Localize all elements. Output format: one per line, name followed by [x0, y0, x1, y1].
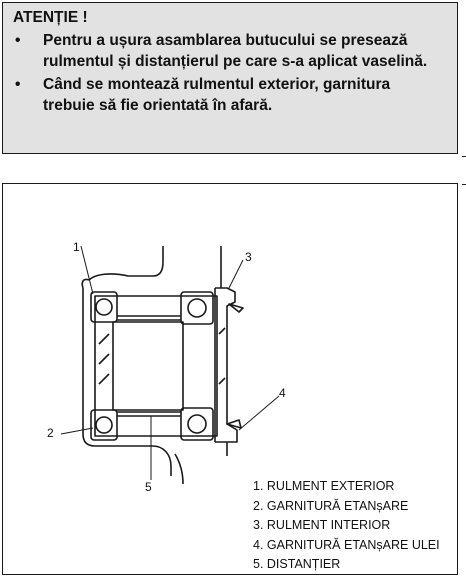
- warning-bullet: [13, 74, 445, 116]
- legend-item: 2. GARNITURĂ ETANșARE: [253, 498, 409, 513]
- crop-mark: [462, 156, 466, 157]
- crop-mark: [462, 184, 466, 185]
- bullet-symbol: •: [15, 76, 21, 93]
- warning-title: ATENȚIE !: [13, 9, 88, 26]
- bullet-text: Când se montează rulmentul exterior, garnitura trebuie să fie orientată în afară.: [43, 76, 391, 114]
- legend-item: 1. RULMENT EXTERIOR: [253, 479, 395, 493]
- figure-box: [2, 183, 458, 575]
- callout-2: 2: [47, 426, 54, 440]
- warning-box: [2, 2, 458, 154]
- legend-item: 4. GARNITURĂ ETANșARE ULEI: [253, 537, 440, 552]
- bullet-text: Pentru a ușura asamblarea butucului se presează rulmentul și distanțierul pe care s-a aplicat vaselină.: [43, 32, 428, 70]
- legend-item: 3. RULMENT INTERIOR: [253, 518, 391, 532]
- legend-item: 5. DISTANȚIER: [253, 557, 341, 571]
- warning-bullet: [13, 30, 445, 72]
- callout-3: 3: [245, 250, 252, 264]
- figure-legend: [253, 477, 440, 575]
- callout-5: 5: [145, 480, 152, 494]
- bullet-symbol: •: [15, 32, 21, 49]
- callout-1: 1: [73, 240, 80, 254]
- callout-4: 4: [279, 386, 286, 400]
